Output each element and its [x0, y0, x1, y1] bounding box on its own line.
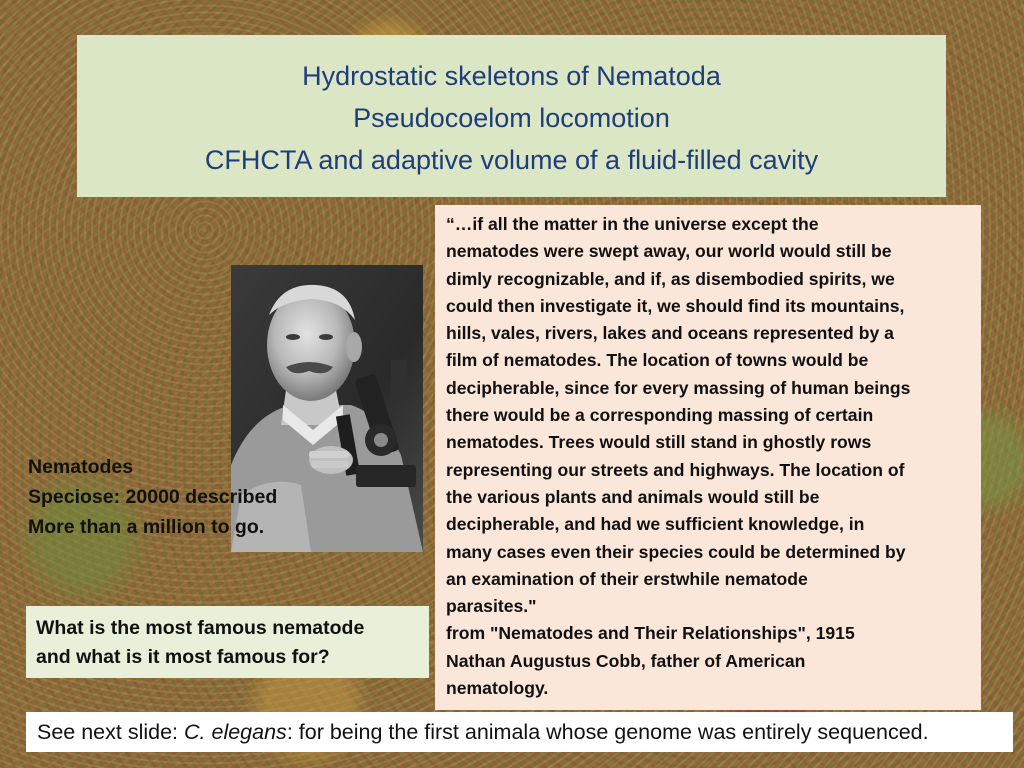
quote-line: decipherable, since for every massing of human beings [446, 377, 911, 398]
question-line-1: What is the most famous nematode [36, 617, 365, 639]
quote-line: film of nematodes. The location of towns would be [446, 350, 869, 371]
answer-suffix: : for being the first animala whose genome was entirely sequenced. [286, 720, 929, 744]
cobb-quote-box [435, 205, 981, 710]
title-line-1: Hydrostatic skeletons of Nematoda [302, 61, 721, 91]
quote-line: representing our streets and highways. The location of [446, 459, 905, 480]
caption-line-2: Speciose: 20000 described [28, 486, 278, 508]
quote-line: there would be a corresponding massing of certain [446, 405, 874, 426]
quote-line: dimly recognizable, and if, as disembodied spirits, we [446, 268, 895, 289]
answer-prefix: See next slide: [37, 720, 185, 744]
question-box [26, 606, 429, 678]
title-line-2: Pseudocoelom locomotion [353, 103, 670, 133]
quote-line: nematodes were swept away, our world would still be [446, 241, 892, 262]
answer-box [26, 712, 1013, 752]
quote-line: many cases even their species could be determined by [446, 541, 906, 562]
quote-line: the various plants and animals would still be [446, 486, 820, 507]
quote-line: could then investigate it, we should find its mountains, [446, 295, 905, 316]
slide-title [77, 35, 946, 197]
species-name: C. elegans [184, 720, 287, 744]
nematode-caption [28, 452, 328, 542]
question-line-2: and what is it most famous for? [36, 646, 330, 668]
quote-source-line: Nathan Augustus Cobb, father of American [446, 650, 806, 671]
caption-line-3: More than a million to go. [28, 516, 265, 538]
quote-line: an examination of their erstwhile nematode [446, 568, 808, 589]
title-line-3: CFHCTA and adaptive volume of a fluid-filled cavity [204, 145, 819, 175]
caption-line-1: Nematodes [28, 456, 134, 478]
quote-line: decipherable, and had we sufficient knowledge, in [446, 514, 865, 535]
quote-line: parasites." [446, 596, 537, 617]
quote-line: hills, vales, rivers, lakes and oceans represented by a [446, 323, 894, 344]
quote-source-line: nematology. [446, 678, 549, 699]
quote-source-line: from "Nematodes and Their Relationships", 1915 [446, 623, 855, 644]
quote-line: “…if all the matter in the universe except the [446, 214, 819, 234]
quote-line: nematodes. Trees would still stand in ghostly rows [446, 432, 872, 453]
